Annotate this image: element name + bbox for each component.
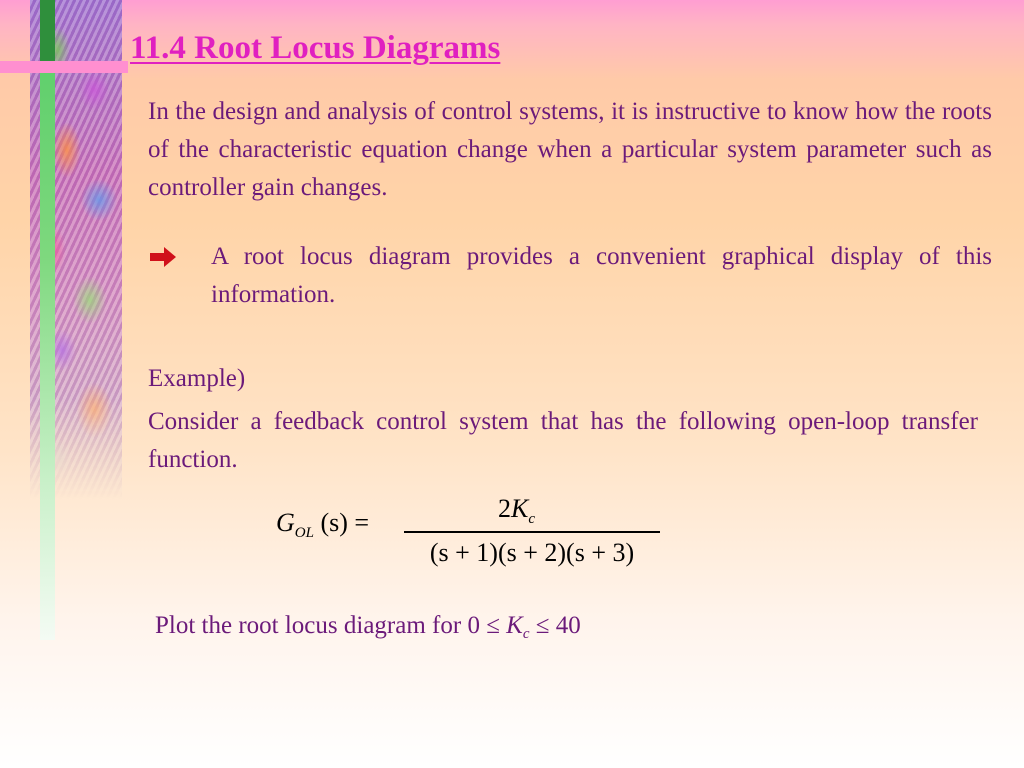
- equation-numerator: [498, 494, 536, 527]
- plot-instruction-subscript: c: [522, 626, 530, 642]
- dark-green-bar-top: [40, 0, 55, 62]
- intro-paragraph: In the design and analysis of control systems, it is instructive to know how the roots of the characteristic equation change when a particular system parameter such as controller gain changes.: [148, 98, 992, 201]
- lhs-subscript: OL: [294, 525, 314, 541]
- plot-instruction-variable: K: [506, 612, 523, 639]
- plot-instruction-prefix: Plot the root locus diagram for 0 ≤: [155, 612, 507, 639]
- lhs-argument: (s) =: [320, 508, 370, 537]
- numerator-subscript: c: [528, 511, 536, 527]
- pink-horizontal-bar: [0, 61, 128, 73]
- lhs-symbol: G: [276, 508, 295, 537]
- plot-instruction-suffix: ≤ 40: [529, 612, 581, 639]
- equation-denominator: (s + 1)(s + 2)(s + 3): [429, 538, 635, 567]
- right-arrow-icon: [148, 238, 178, 276]
- slide-title: 11.4 Root Locus Diagrams: [130, 30, 501, 66]
- fraction-bar: [404, 531, 660, 533]
- numerator-variable: K: [511, 494, 529, 523]
- plot-instruction: [155, 607, 581, 648]
- numerator-coefficient: 2: [498, 494, 511, 523]
- equation-lhs: [276, 508, 370, 541]
- bullet-text: A root locus diagram provides a convenient graphical display of this information.: [211, 243, 992, 308]
- example-label: Example): [148, 365, 246, 392]
- green-vertical-bar: [40, 0, 55, 640]
- transfer-function-equation: [276, 494, 666, 584]
- example-paragraph: Consider a feedback control system that has the following open-loop transfer function.: [148, 408, 978, 473]
